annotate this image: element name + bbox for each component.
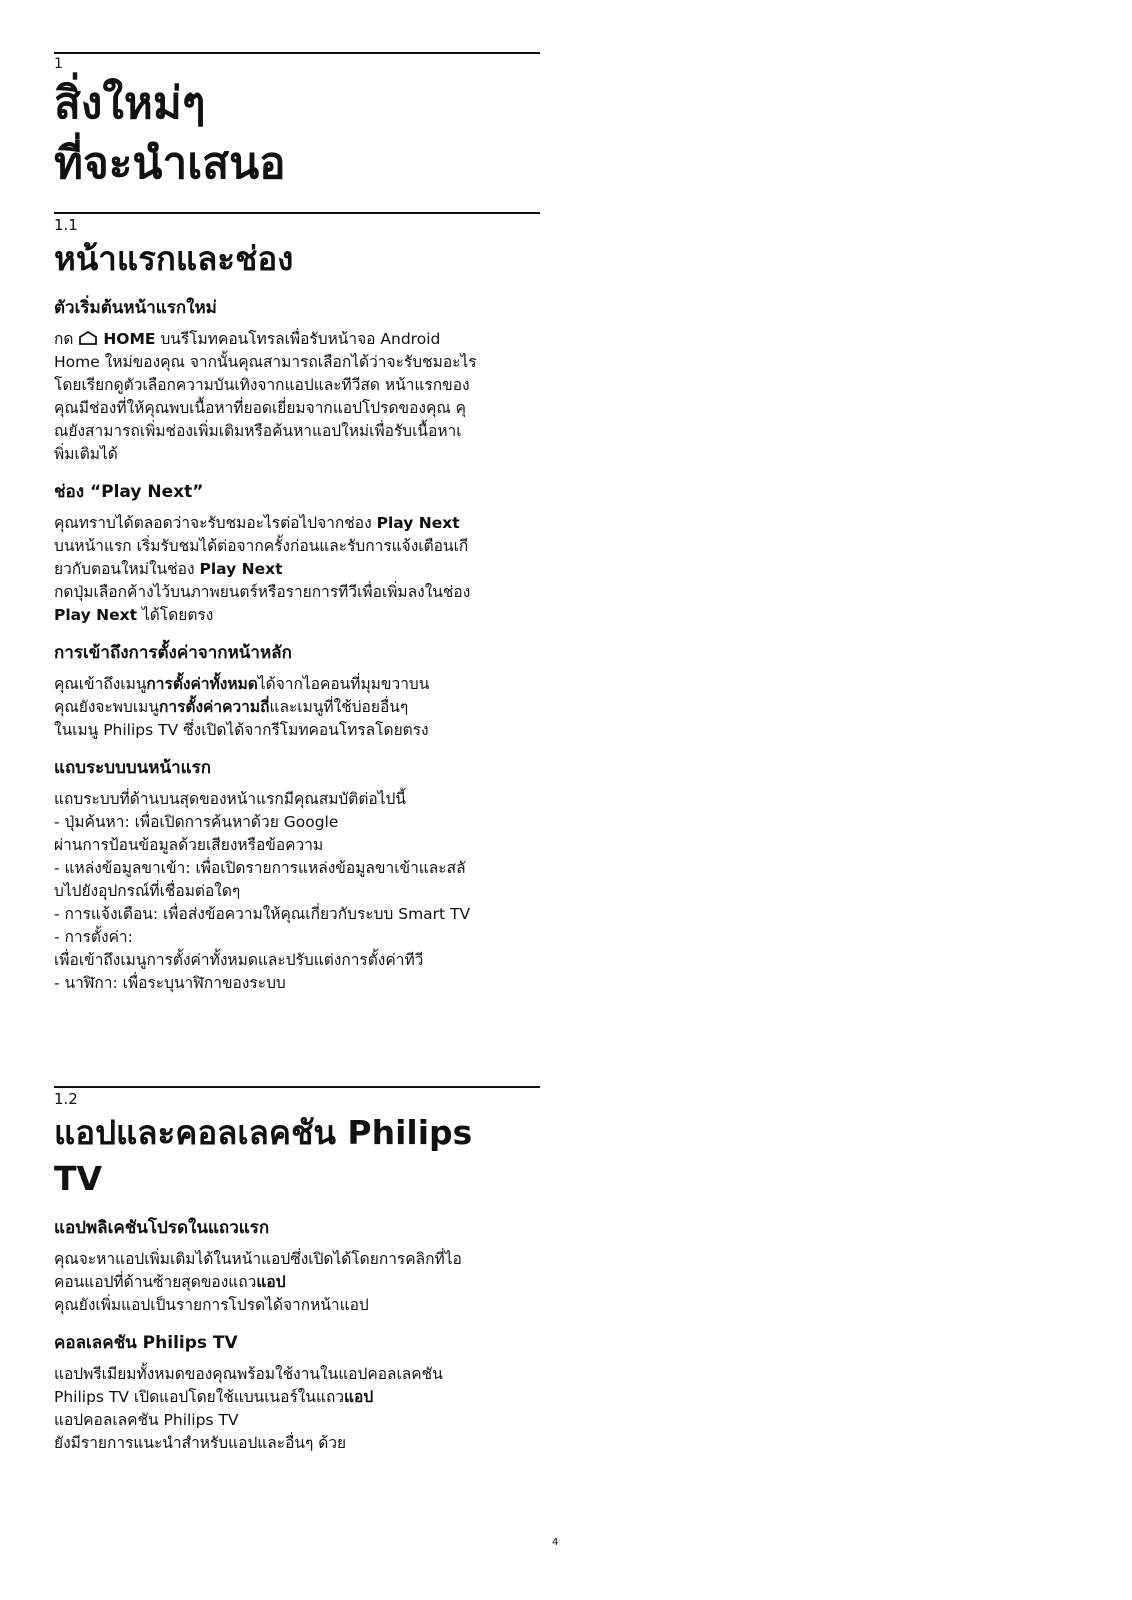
text: และเมนูที่ใช้บ่อยอื่นๆ [269, 698, 409, 716]
text: แอปพรีเมียมทั้งหมดของคุณพร้อมใช้งานในแอปคอลเลคชัน [54, 1365, 443, 1383]
paragraph-philips-collection [54, 1363, 540, 1455]
section-title: หน้าแรกและช่อง [54, 239, 294, 278]
section-title-line1: แอปและคอลเลคชัน Philips [54, 1113, 473, 1152]
list-item: - การตั้งค่า: [54, 928, 133, 946]
home-key-label: HOME [103, 330, 156, 348]
text: ยังมีรายการแนะนำสำหรับแอปและอื่นๆ ด้วย [54, 1434, 347, 1452]
list-item: เพื่อเข้าถึงเมนูการตั้งค่าทั้งหมดและปรับแต่งการตั้งค่าทีวี [54, 951, 424, 969]
chapter-title-line2: ที่จะนำเสนอ [54, 138, 286, 189]
text: คุณยังจะพบเมนู [54, 698, 159, 716]
bold-text: การตั้งค่าทั้งหมด [146, 675, 258, 693]
section-title [54, 1110, 540, 1202]
list-item: บไปยังอุปกรณ์ที่เชื่อมต่อใดๆ [54, 882, 241, 900]
paragraph-play-next [54, 512, 540, 627]
section-number: 1.2 [54, 1090, 78, 1108]
subheading-settings-access: การเข้าถึงการตั้งค่าจากหน้าหลัก [54, 643, 292, 663]
text: คุณยังเพิ่มแอปเป็นรายการโปรดได้จากหน้าแอป [54, 1296, 369, 1314]
paragraph-favorite-apps [54, 1248, 540, 1317]
text: บนหน้าแรก เริ่มรับชมได้ต่อจากครั้งก่อนและรับการแจ้งเตือนเกี [54, 537, 469, 555]
text: Home ใหม่ของคุณ จากนั้นคุณสามารถเลือกได้ว่าจะรับชมอะไร [54, 353, 477, 371]
section-1-2 [54, 1086, 540, 1455]
chapter-header [54, 52, 540, 194]
text: คุณทราบได้ตลอดว่าจะรับชมอะไรต่อไปจากช่อง [54, 514, 372, 532]
bold-text: Play Next [199, 560, 283, 578]
section-title-line2: TV [54, 1159, 103, 1198]
text: ยวกับตอนใหม่ในช่อง [54, 560, 195, 578]
bold-text: แอป [256, 1273, 286, 1291]
text: ได้โดยตรง [142, 606, 214, 624]
text: Philips TV เปิดแอปโดยใช้แบนเนอร์ในแถว [54, 1388, 345, 1406]
text: แอปคอลเลคชัน Philips TV [54, 1411, 239, 1429]
subheading-play-next: ช่อง “Play Next” [54, 482, 204, 502]
section-rule [54, 212, 540, 214]
text: ได้จากไอคอนที่มุมขวาบน [257, 675, 430, 693]
paragraph-settings-access [54, 673, 540, 742]
list-item: - การแจ้งเตือน: เพื่อส่งข้อความให้คุณเกี่ยวกับระบบ Smart TV [54, 905, 471, 923]
section-1-1 [54, 212, 540, 995]
list-item: ผ่านการป้อนข้อมูลด้วยเสียงหรือข้อความ [54, 836, 324, 854]
text: บนรีโมทคอนโทรลเพื่อรับหน้าจอ Android [160, 330, 441, 348]
page-number: 4 [552, 1537, 559, 1548]
text: ในเมนู Philips TV ซึ่งเปิดได้จากรีโมทคอนโทรลโดยตรง [54, 721, 429, 739]
bold-text: แอป [344, 1388, 374, 1406]
text: คุณจะหาแอปเพิ่มเติมได้ในหน้าแอปซึ่งเปิดได้โดยการคลิกที่ไอ [54, 1250, 462, 1268]
system-bar-list [54, 788, 540, 995]
section-rule [54, 1086, 540, 1088]
text: พิ่มเติมได้ [54, 445, 118, 463]
bold-text: Play Next [54, 606, 138, 624]
home-icon [78, 330, 98, 346]
text: คอนแอปที่ด้านซ้ายสุดของแถว [54, 1273, 257, 1291]
subheading-system-bar: แถบระบบบนหน้าแรก [54, 758, 212, 778]
subheading-new-home: ตัวเริ่มต้นหน้าแรกใหม่ [54, 298, 217, 318]
list-item: - ปุ่มค้นหา: เพื่อเปิดการค้นหาด้วย Google [54, 813, 339, 831]
bold-text: Play Next [376, 514, 460, 532]
list-item: - แหล่งข้อมูลขาเข้า: เพื่อเปิดรายการแหล่งข้อมูลขาเข้าและสลั [54, 859, 466, 877]
text: คุณเข้าถึงเมนู [54, 675, 147, 693]
paragraph-new-home [54, 328, 540, 466]
chapter-title [54, 74, 540, 194]
subheading-philips-collection: คอลเลคชัน Philips TV [54, 1333, 238, 1353]
bold-text: การตั้งค่าความถี่ [158, 698, 270, 716]
chapter-number: 1 [54, 56, 63, 72]
chapter-title-line1: สิ่งใหม่ๆ [54, 78, 206, 129]
list-item: แถบระบบที่ด้านบนสุดของหน้าแรกมีคุณสมบัติต่อไปนี้ [54, 790, 406, 808]
section-number: 1.1 [54, 216, 78, 234]
text: คุณมีช่องที่ให้คุณพบเนื้อหาที่ยอดเยี่ยมจากแอปโปรดของคุณ คุ [54, 399, 467, 417]
text: กดปุ่มเลือกค้างไว้บนภาพยนตร์หรือรายการทีวีเพื่อเพิ่มลงในช่อง [54, 583, 471, 601]
text: โดยเรียกดูตัวเลือกความบันเทิงจากแอปและทีวีสด หน้าแรกของ [54, 376, 470, 394]
text: กด [54, 330, 74, 348]
subheading-favorite-apps: แอปพลิเคชันโปรดในแถวแรก [54, 1218, 270, 1238]
chapter-rule [54, 52, 540, 54]
text: ณยังสามารถเพิ่มช่องเพิ่มเติมหรือค้นหาแอปใหม่เพื่อรับเนื้อหาเ [54, 422, 462, 440]
list-item: - นาฬิกา: เพื่อระบุนาฬิกาของระบบ [54, 974, 286, 992]
